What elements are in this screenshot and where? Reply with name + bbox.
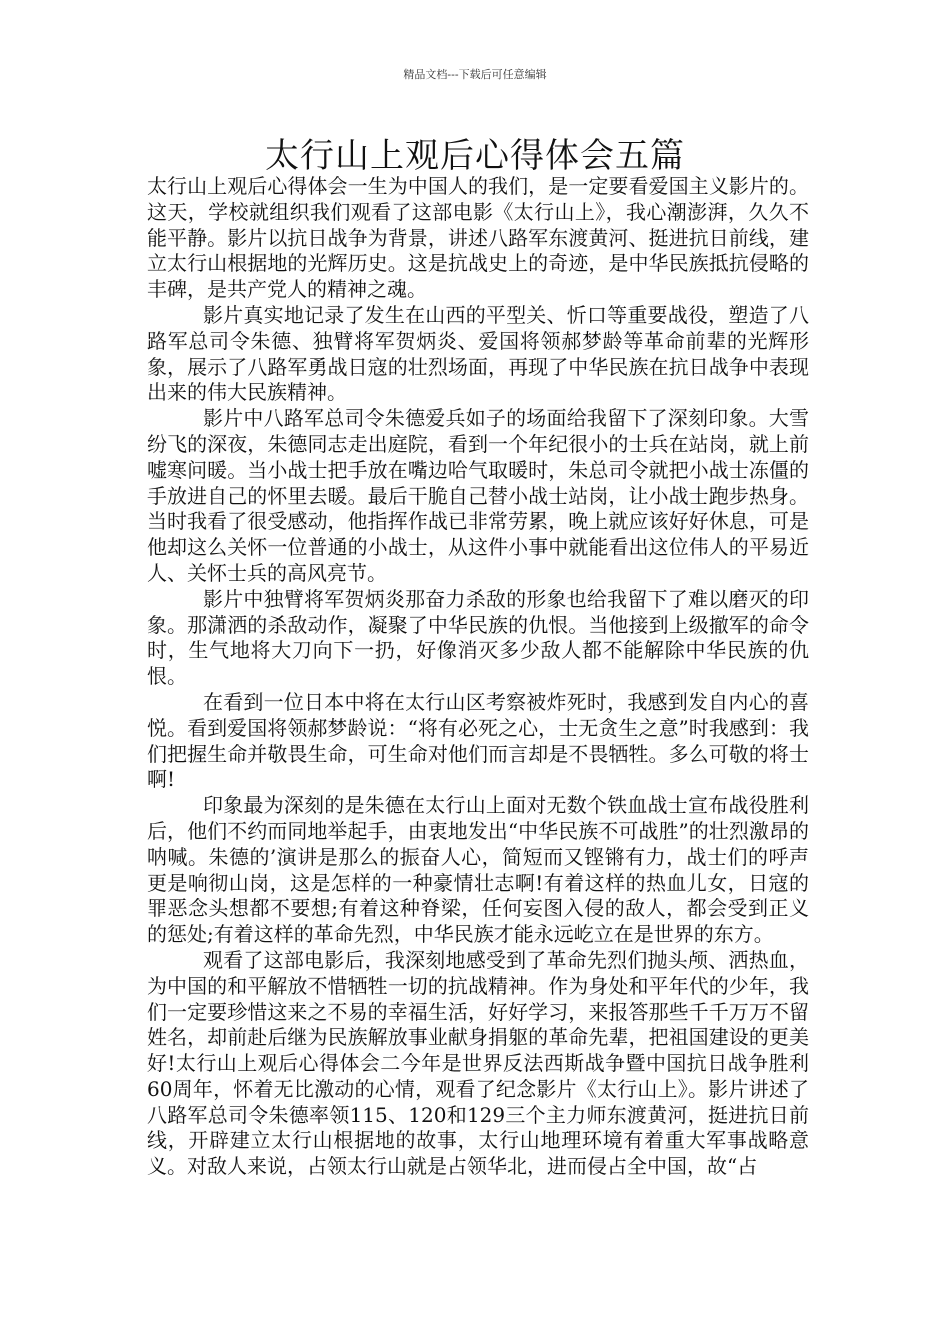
paragraph: 影片中八路军总司令朱德爱兵如子的场面给我留下了深刻印象。大雪纷飞的深夜，朱德同志走出庭院，看到一个年纪很小的士兵在站岗，就上前嘘寒问暖。当小战士把手放在嘴边哈气取暖时，朱总司令就把小战士冻僵的手放进自己的怀里去暖。最后干脆自己替小战士站岗，让小战士跑步热身。当时我看了很受感动，他指挥作战已非常劳累，晚上就应该好好休息，可是他却这么关怀一位普通的小战士，从这件小事中就能看出这位伟人的平易近人、关怀士兵的高风亮节。 <box>147 406 809 585</box>
document-body <box>147 174 809 1180</box>
document-title: 太行山上观后心得体会五篇 <box>265 136 685 176</box>
paragraph: 印象最为深刻的是朱德在太行山上面对无数个铁血战士宣布战役胜利后，他们不约而同地举起手，由衷地发出“中华民族不可战胜”的壮烈激昂的呐喊。朱德的’演讲是那么的振奋人心，简短而又铿锵有力，战士们的呼声更是响彻山岗，这是怎样的一种豪情壮志啊!有着这样的热血儿女，日寇的罪恶念头想都不要想;有着这种脊梁，任何妄图入侵的敌人，都会受到正义的惩处;有着这样的革命先烈，中华民族才能永远屹立在是世界的东方。 <box>147 793 809 947</box>
paragraph: 太行山上观后心得体会一生为中国人的我们，是一定要看爱国主义影片的。这天，学校就组织我们观看了这部电影《太行山上》，我心潮澎湃，久久不能平静。影片以抗日战争为背景，讲述八路军东渡黄河、挺进抗日前线，建立太行山根据地的光辉历史。这是抗战史上的奇迹，是中华民族抵抗侵略的丰碑，是共产党人的精神之魂。 <box>147 174 809 302</box>
document-header-note: 精品文档---下载后可任意编辑 <box>403 68 547 81</box>
paragraph: 观看了这部电影后，我深刻地感受到了革命先烈们抛头颅、洒热血，为中国的和平解放不惜牺牲一切的抗战精神。作为身处和平年代的少年，我们一定要珍惜这来之不易的幸福生活，好好学习，来报答那些千千万万不留姓名，却前赴后继为民族解放事业献身捐躯的革命先辈，把祖国建设的更美好!太行山上观后心得体会二今年是世界反法西斯战争暨中国抗日战争胜利60周年，怀着无比激动的心情，观看了纪念影片《太行山上》。影片讲述了八路军总司令朱德率领115、120和129三个主力师东渡黄河，挺进抗日前线，开辟建立太行山根据地的故事，太行山地理环境有着重大军事战略意义。对敌人来说，占领太行山就是占领华北，进而侵占全中国，故“占 <box>147 947 809 1179</box>
paragraph: 影片中独臂将军贺炳炎那奋力杀敌的形象也给我留下了难以磨灭的印象。那潇洒的杀敌动作，凝聚了中华民族的仇恨。当他接到上级撤军的命令时，生气地将大刀向下一扔，好像消灭多少敌人都不能解除中华民族的仇恨。 <box>147 586 809 689</box>
paragraph: 在看到一位日本中将在太行山区考察被炸死时，我感到发自内心的喜悦。看到爱国将领郝梦龄说：“将有必死之心，士无贪生之意”时我感到：我们把握生命并敬畏生命，可生命对他们而言却是不畏牺牲。多么可敬的将士啊! <box>147 689 809 792</box>
paragraph: 影片真实地记录了发生在山西的平型关、忻口等重要战役，塑造了八路军总司令朱德、独臂将军贺炳炎、爱国将领郝梦龄等革命前辈的光辉形象，展示了八路军勇战日寇的壮烈场面，再现了中华民族在抗日战争中表现出来的伟大民族精神。 <box>147 302 809 405</box>
